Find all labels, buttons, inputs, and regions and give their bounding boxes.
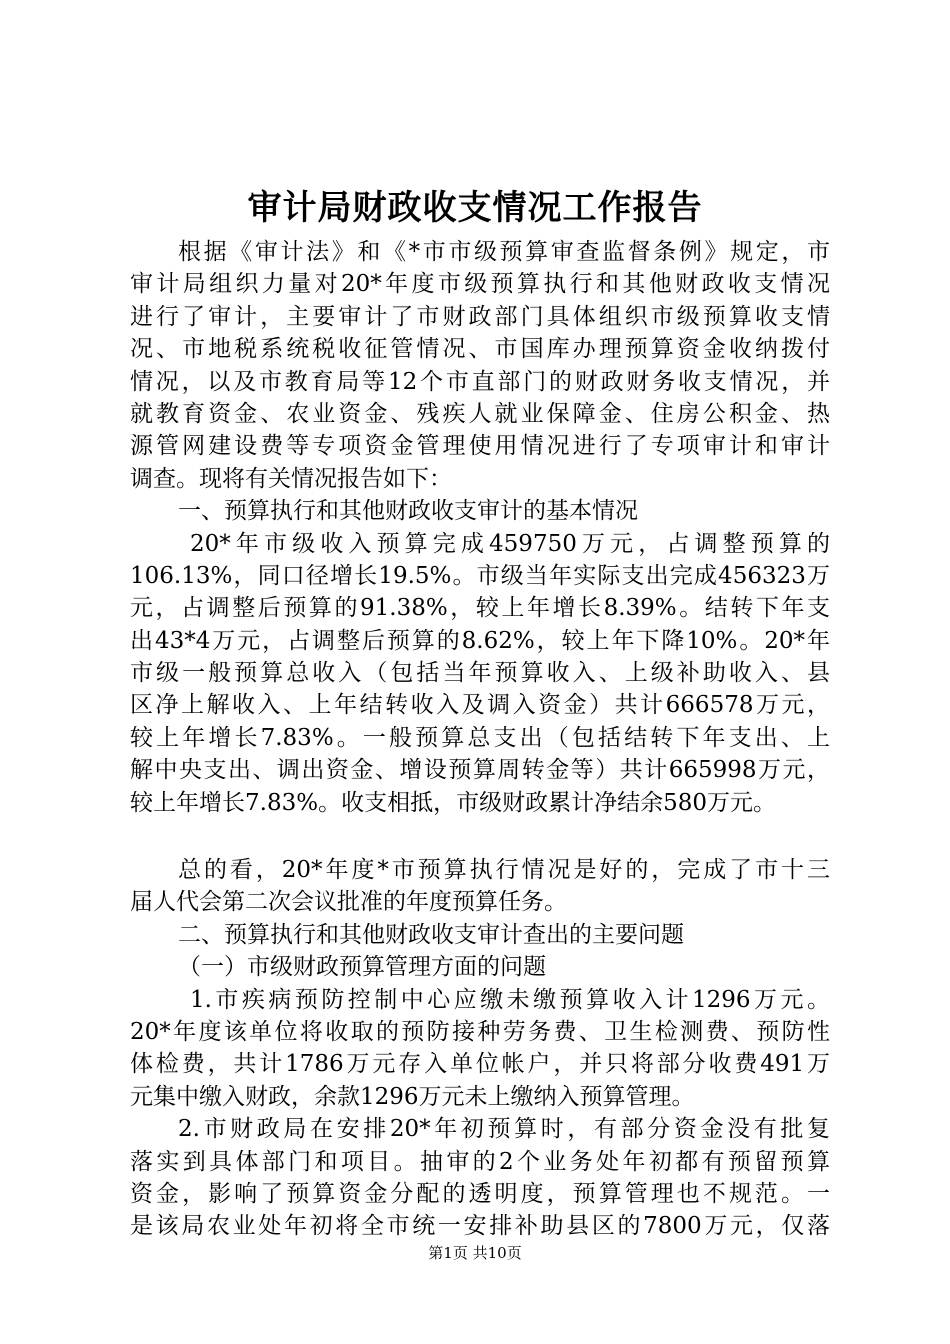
body-line: 元，占调整后预算的91.38%，较上年增长8.39%。结转下年支 [130, 595, 830, 622]
body-line: 总的看，20*年度*市预算执行情况是好的，完成了市十三 [178, 857, 830, 884]
body-line: 是该局农业处年初将全市统一安排补助县区的7800万元，仅落 [130, 1213, 830, 1240]
body-line: 届人代会第二次会议批准的年度预算任务。 [130, 889, 567, 916]
body-line: 落实到具体部门和项目。抽审的2个业务处年初都有预留预算 [130, 1148, 830, 1175]
body-line: 20*年市级收入预算完成459750万元，占调整预算的 [190, 530, 830, 557]
body-line: 市级一般预算总收入（包括当年预算收入、上级补助收入、县 [130, 660, 830, 687]
document-body [130, 236, 830, 1243]
section-heading: 二、预算执行和其他财政收支审计查出的主要问题 [178, 921, 684, 948]
body-line: 资金，影响了预算资金分配的透明度，预算管理也不规范。一 [130, 1180, 830, 1207]
body-line: 1.市疾病预防控制中心应缴未缴预算收入计1296万元。 [190, 986, 830, 1013]
body-line: 审计局组织力量对20*年度市级预算执行和其他财政收支情况 [130, 271, 830, 298]
body-line: 2.市财政局在安排20*年初预算时，有部分资金没有批复 [178, 1116, 830, 1143]
subsection-heading: （一）市级财政预算管理方面的问题 [178, 954, 546, 981]
document-title: 审计局财政收支情况工作报告 [247, 188, 703, 228]
body-line: 20*年度该单位将收取的预防接种劳务费、卫生检测费、预防性 [130, 1018, 830, 1045]
body-line: 体检费，共计1786万元存入单位帐户，并只将部分收费491万 [130, 1051, 830, 1078]
paragraph-gap [130, 819, 830, 854]
section-heading: 一、预算执行和其他财政收支审计的基本情况 [178, 498, 638, 525]
body-line: 出43*4万元，占调整后预算的8.62%，较上年下降10%。20*年 [130, 627, 830, 654]
body-line: 元集中缴入财政，余款1296万元未上缴纳入预算管理。 [130, 1083, 695, 1110]
body-line: 源管网建设费等专项资金管理使用情况进行了专项审计和审计 [130, 433, 830, 460]
body-line: 情况，以及市教育局等12个市直部门的财政财务收支情况，并 [130, 368, 830, 395]
body-line: 较上年增长7.83%。收支相抵，市级财政累计净结余580万元。 [130, 789, 776, 816]
body-line: 就教育资金、农业资金、残疾人就业保障金、住房公积金、热 [130, 400, 830, 427]
body-line: 根据《审计法》和《*市市级预算审查监督条例》规定，市 [178, 239, 830, 265]
body-line: 况、市地税系统税收征管情况、市国库办理预算资金收纳拨付 [130, 336, 830, 363]
body-line: 进行了审计，主要审计了市财政部门具体组织市级预算收支情 [130, 303, 830, 330]
page-footer: 第1页 共10页 [428, 1244, 522, 1262]
body-line: 区净上解收入、上年结转收入及调入资金）共计666578万元， [130, 692, 830, 719]
body-line: 调查。现将有关情况报告如下： [130, 465, 452, 492]
body-line: 较上年增长7.83%。一般预算总支出（包括结转下年支出、上 [130, 724, 830, 751]
body-line: 解中央支出、调出资金、增设预算周转金等）共计665998万元， [130, 757, 830, 784]
body-line: 106.13%，同口径增长19.5%。市级当年实际支出完成456323万 [130, 562, 830, 589]
